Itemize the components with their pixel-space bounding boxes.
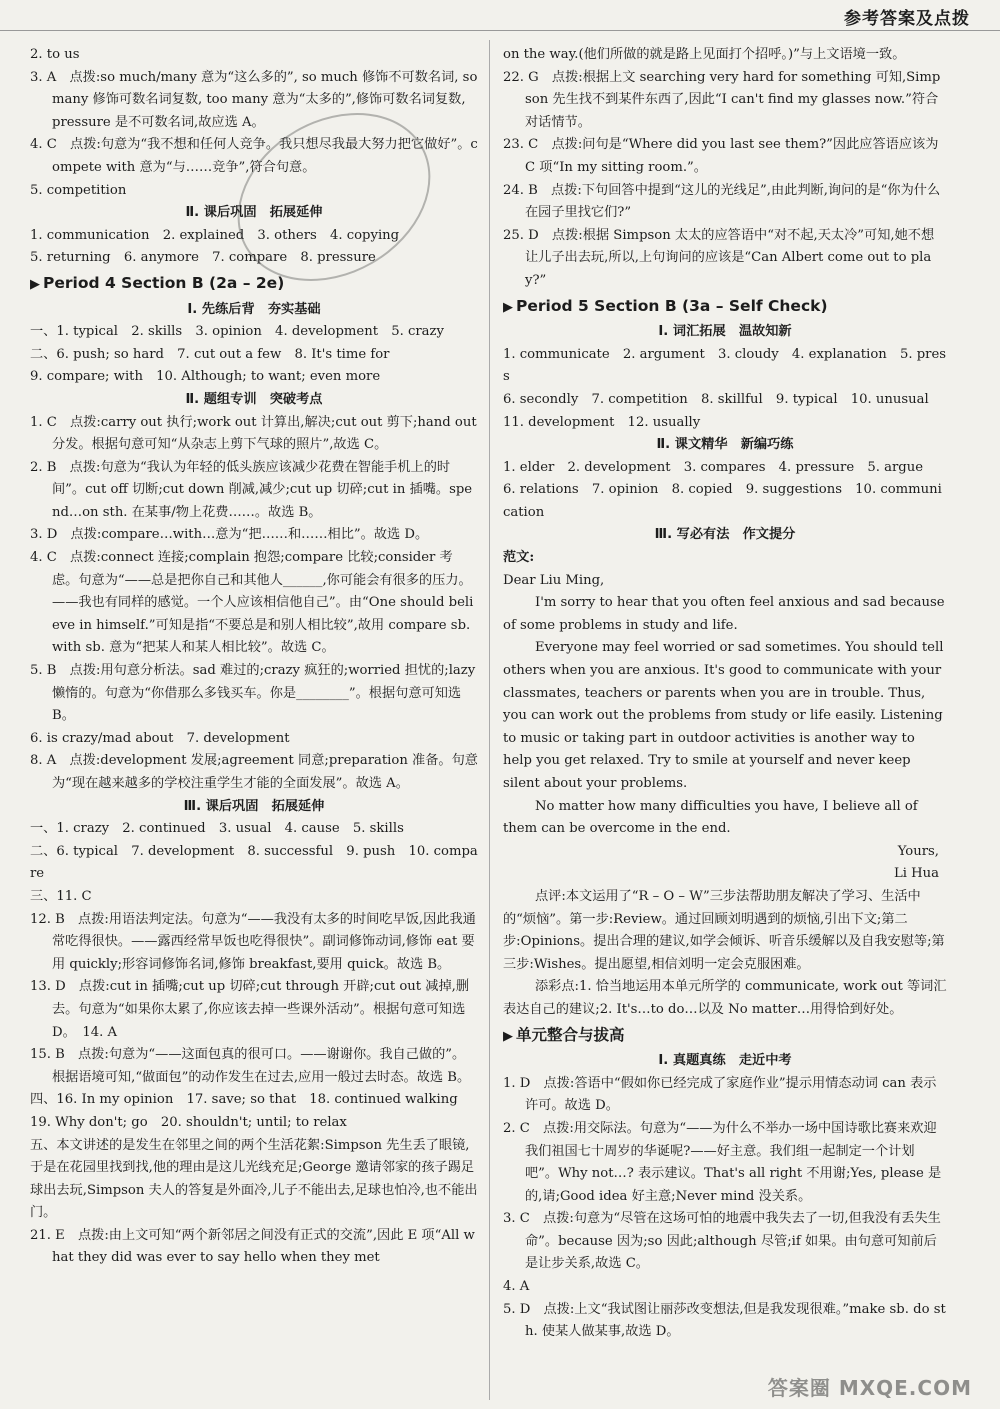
answer-item: 6. secondly 7. competition 8. skillful 9. typical 10. unusual (503, 391, 929, 407)
answer-item: 五、本文讲述的是发生在邻里之间的两个生活花絮:Simpson 先生丢了眼镜,于是在花园里找到找,他的理由是这儿光线充足;George 邀请邻家的孩子踢足球出去玩,Simpson 夫人的答复是外面冷,儿子不能出去,足球也怕冷,也不能出门。 (30, 1137, 478, 1221)
answer-item: 9. compare; with 10. Although; to want; even more (30, 369, 381, 385)
answer-item: 5. B 点拨:用句意分析法。sad 难过的;crazy 疯狂的;worried 担忧的;lazy 懒惰的。句意为“你借那么多钱买车。你是________”。根据句意可知选 B。 (30, 663, 476, 724)
answer-item: 4. C 点拨:句意为“我不想和任何人竞争。我只想尽我最大努力把它做好”。compete with 意为“与……竞争”,符合句意。 (30, 137, 478, 175)
answer-item: 1. D 点拨:答语中“假如你已经完成了家庭作业”提示用情态动词 can 表示许可。故选 D。 (503, 1075, 937, 1114)
answer-item: 2. C 点拨:用交际法。句意为“——为什么不举办一场中国诗歌比赛来欢迎我们祖国七十周岁的华诞呢?——好主意。我们组一起制定一个计划吧”。Why not…? 表示建议。That's all right 不用谢;Yes, please 是的,请;Good idea 好主意;Never mind 没关系。 (503, 1120, 942, 1204)
period-heading: ▶ Period 4 Section B (2a – 2e) (30, 273, 285, 292)
answer-item: 1. communicate 2. argument 3. cloudy 4. explanation 5. press (503, 346, 947, 385)
answer-item: 二、6. push; so hard 7. cut out a few 8. It's time for (30, 346, 390, 362)
right-column (503, 44, 947, 1344)
answer-item: 22. G 点拨:根据上文 searching very hard for something 可知,Simpson 先生找不到某件东西了,因此“I can't find my glasses now.”符合对话情节。 (503, 69, 941, 130)
essay-signature: Yours, (897, 843, 939, 859)
section-heading: Ⅲ. 课后巩固 拓展延伸 (183, 798, 325, 814)
answer-item: 二、6. typical 7. development 8. successful 9. push 10. compare (30, 843, 478, 882)
answer-item: 3. C 点拨:句意为“尽管在这场可怕的地震中我失去了一切,但我没有丢失生命”。because 因为;so 因此;although 尽管;if 如果。由句意可知前后是让步关系,故选 C。 (503, 1211, 941, 1272)
answer-item: 12. B 点拨:用语法判定法。句意为“——我没有太多的时间吃早饭,因此我通常吃得很快。——露西经常早饭也吃得很快”。副词修饰动词,修饰 eat 要用 quickly;形容词修饰名词,修饰 breakfast,要用 quick。故选 B。 (30, 911, 476, 972)
answer-item: 24. B 点拨:下句回答中提到“这儿的光线足”,由此判断,询问的是“你为什么在园子里找它们?” (503, 182, 941, 221)
essay-paragraph: 添彩点:1. 恰当地运用本单元所学的 communicate, work out 等词汇表达自己的建议;2. It's…to do…以及 No matter…用得恰到好处。 (503, 979, 947, 1017)
answer-item: 3. A 点拨:so much/many 意为“这么多的”, so much 修饰不可数名词, so many 修饰可数名词复数, too many 意为“太多的”,修饰可数名词复数, pressure 是不可数名词,故应选 A。 (30, 69, 478, 130)
section-heading: Ⅰ. 词汇拓展 温故知新 (658, 324, 792, 340)
section-heading: Ⅰ. 先练后背 夯实基础 (187, 301, 321, 317)
answer-item: 25. D 点拨:根据 Simpson 太太的应答语中“对不起,天太冷”可知,她不想让儿子出去玩,所以,上句询问的应该是“Can Albert come out to play?” (503, 227, 935, 288)
triangle-marker-icon: ▶ (30, 276, 40, 292)
answer-item: 15. B 点拨:句意为“——这面包真的很可口。——谢谢你。我自己做的”。根据语境可知,“做面包”的动作发生在过去,应用一般过去时态。故选 B。 (30, 1047, 471, 1085)
header-title: 参考答案及点拨 (844, 9, 970, 29)
section-heading: Ⅲ. 写必有法 作文提分 (654, 527, 796, 543)
answer-item: 2. to us (30, 47, 80, 62)
section-heading: Ⅱ. 题组专训 突破考点 (185, 391, 323, 407)
triangle-marker-icon: ▶ (503, 1028, 513, 1044)
answer-item: 1. communication 2. explained 3. others 4. copying (30, 227, 400, 243)
answer-item: 2. B 点拨:句意为“我认为年轻的低头族应该减少花费在智能手机上的时间”。cut off 切断;cut down 削减,减少;cut up 切碎;cut in 插嘴。spend…on sth. 在某事/物上花费……。故选 B。 (30, 459, 473, 520)
answer-item: 一、1. typical 2. skills 3. opinion 4. development 5. crazy (30, 324, 444, 340)
answer-item: 21. E 点拨:由上文可知“两个新邻居之间没有正式的交流”,因此 E 项“All what they did was ever to say hello when they met (30, 1227, 475, 1266)
answer-item: on the way.(他们所做的就是路上见面打个招呼。)”与上文语境一致。 (503, 47, 906, 62)
answer-item: 三、11. C (30, 888, 92, 904)
essay-signature: Li Hua (893, 866, 939, 882)
essay-paragraph: Dear Liu Ming, (503, 572, 605, 588)
site-logo: 答案圈 MXQE.COM (767, 1376, 972, 1400)
answer-item: 3. D 点拨:compare…with…意为“把……和……相比”。故选 D。 (30, 527, 429, 543)
answer-item: 1. C 点拨:carry out 执行;work out 计算出,解决;cut out 剪下;hand out 分发。根据句意可知“从杂志上剪下气球的照片”,故选 C。 (30, 414, 477, 453)
period-heading: ▶ 单元整合与拔高 (503, 1025, 625, 1044)
answer-item: 19. Why don't; go 20. shouldn't; until; to relax (30, 1114, 347, 1130)
period-heading: ▶ Period 5 Section B (3a – Self Check) (503, 296, 828, 315)
essay-paragraph: 点评:本文运用了“R – O – W”三步法帮助朋友解决了学习、生活中的“烦恼”。第一步:Review。通过回顾刘明遇到的烦恼,引出下文;第二步:Opinions。提出合理的建议,如学会倾诉、听音乐缓解以及自我安慰等;第三步:Wishes。提出愿望,相信刘明一定会克服困难。 (503, 888, 945, 972)
essay-paragraph: I'm sorry to hear that you often feel anxious and sad because of some problems in study and life. (503, 595, 945, 633)
answer-item: 5. D 点拨:上文“我试图让丽莎改变想法,但是我发现很难。”make sb. do sth. 使某人做某事,故选 D。 (503, 1301, 946, 1340)
section-heading: Ⅱ. 课后巩固 拓展延伸 (185, 205, 323, 221)
answer-item: 4. C 点拨:connect 连接;complain 抱怨;compare 比较;consider 考虑。句意为“——总是把你自己和其他人______,你可能会有很多的压力。——我也有同样的感觉。一个人应该相信他自己”。由“One should believe in himself.”可知是指“不要总是和别人相比较”,故用 compare sb. with sb. 意为“把某人和某人相比较”。故选 C。 (30, 550, 474, 656)
essay-paragraph: No matter how many difficulties you have, I believe all of them can be overcome in the end. (503, 798, 918, 837)
triangle-marker-icon: ▶ (503, 299, 513, 315)
section-heading: Ⅰ. 真题真练 走近中考 (658, 1053, 792, 1069)
answer-item: 四、16. In my opinion 17. save; so that 18. continued walking (30, 1092, 458, 1108)
answer-item: 11. development 12. usually (503, 414, 701, 430)
answer-item: 23. C 点拨:问句是“Where did you last see them?”因此应答语应该为 C 项“In my sitting room.”。 (503, 137, 939, 175)
answer-item: 13. D 点拨:cut in 插嘴;cut up 切碎;cut through 开辟;cut out 减掉,删去。句意为“如果你太累了,你应该去掉一些课外活动”。根据句意可知选 D。 14. A (30, 979, 470, 1040)
essay-paragraph: Everyone may feel worried or sad sometimes. You should tell others when you are anxious. It's good to communicate with your classmates, teachers or parents when you are in trouble. Thus, you can work out the problems from study or life easily. Listening to music or taking part in outdoor activities is another way to help you get relaxed. Try to smile at yourself and never keep silent about your problems. (503, 640, 944, 791)
page-header (0, 0, 1000, 31)
answer-item: 范文: (503, 550, 535, 566)
answer-item: 6. is crazy/mad about 7. development (30, 730, 290, 746)
answer-item: 一、1. crazy 2. continued 3. usual 4. cause 5. skills (30, 821, 404, 837)
answer-item: 5. returning 6. anymore 7. compare 8. pressure (30, 250, 376, 266)
section-heading: Ⅱ. 课文精华 新编巧练 (656, 437, 794, 453)
answer-item: 1. elder 2. development 3. compares 4. pressure 5. argue (503, 459, 923, 475)
column-divider (489, 40, 490, 1400)
answer-item: 4. A (503, 1279, 530, 1295)
answer-item: 6. relations 7. opinion 8. copied 9. suggestions 10. communication (503, 482, 942, 520)
answer-item: 5. competition (30, 182, 127, 198)
answer-item: 8. A 点拨:development 发展;agreement 同意;preparation 准备。句意为“现在越来越多的学校注重学生才能的全面发展”。故选 A。 (30, 753, 478, 791)
